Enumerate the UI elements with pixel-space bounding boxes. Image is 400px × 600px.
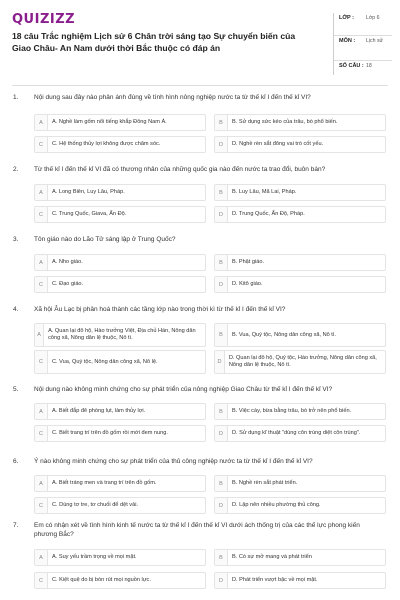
question-text: Xã hội Âu Lạc bị phân hoá thành các tầng lớp nào trong thời kì từ thế kỉ I đến thế kỉ VI? (34, 306, 286, 313)
worksheet-header (0, 0, 400, 78)
question-text: Tôn giáo nào do Lão Tử sáng lập ở Trung Quốc? (34, 236, 176, 243)
option-letter: B (215, 476, 228, 491)
option-letter: C (35, 137, 48, 152)
option-c[interactable] (34, 136, 206, 153)
option-a[interactable] (34, 114, 206, 131)
option-letter: B (215, 185, 228, 200)
option-text: B. Vua, Quý tộc, Nông dân công xã, Nô tì. (232, 331, 336, 338)
option-letter: B (215, 255, 228, 270)
option-letter: D (215, 573, 228, 588)
option-text: C. Đạo giáo. (52, 281, 84, 287)
option-text: D. Kitô giáo. (232, 281, 263, 287)
option-text: B. Việc cày, bừa bằng trâu, bò trở nên phổ biến. (232, 408, 352, 414)
question-number: 6. (13, 458, 19, 465)
option-d[interactable] (214, 276, 386, 293)
worksheet-title: 18 câu Trắc nghiệm Lịch sử 6 Chân trời sáng tạo Sự chuyển biến của Giao Châu- An Nam dưới thời Bắc thuộc có đáp án (12, 31, 296, 53)
option-b[interactable] (214, 403, 386, 420)
option-letter: C (35, 207, 48, 222)
question-text: Từ thế kỉ I đến thế kỉ VI đã có thương nhân của những quốc gia nào đến nước ta trao đổi, buôn bán? (34, 166, 326, 173)
option-b[interactable] (214, 254, 386, 271)
option-text: D. Lập nên nhiều phường thủ công. (232, 502, 321, 508)
option-text: C. Biết trang trí trên đồ gốm rồi mới đem nung. (52, 430, 168, 436)
option-d[interactable] (214, 425, 386, 442)
option-letter: B (215, 115, 228, 130)
option-text: C. Kiệt quệ do bị bòn rút mọi nguồn lực. (52, 577, 151, 583)
meta-count-label: SỐ CÂU : (339, 63, 364, 69)
question-number: 3. (13, 236, 19, 243)
option-b[interactable] (214, 549, 386, 566)
option-text: B. Luy Lâu, Mã Lai, Pháp. (232, 189, 297, 195)
option-letter: A (35, 185, 48, 200)
option-letter: A (35, 404, 48, 419)
option-letter: C (35, 573, 48, 588)
question-text: Ý nào không minh chứng cho sự phát triển của thủ công nghiệp nước ta từ thế kỉ I đến thế kỉ VI? (34, 458, 313, 465)
option-b[interactable] (214, 475, 386, 492)
meta-subject-label: MÔN : (339, 38, 356, 44)
meta-class-label: LỚP : (339, 15, 354, 21)
option-text: D. Trung Quốc, Ấn Độ, Pháp. (232, 211, 305, 217)
option-text: B. Phật giáo. (232, 259, 265, 265)
option-letter: D (215, 207, 228, 222)
option-letter: A (35, 476, 48, 491)
option-letter: D (215, 351, 225, 373)
option-d[interactable] (214, 572, 386, 589)
option-text: D. Nghề rèn sắt đông vai trò cốt yếu. (232, 141, 324, 147)
option-d[interactable] (214, 206, 386, 223)
meta-subject-value: Lịch sử (366, 38, 384, 44)
option-letter: A (35, 115, 48, 130)
option-letter: A (35, 550, 48, 565)
option-letter: B (215, 324, 228, 346)
option-a[interactable] (34, 549, 206, 566)
option-a[interactable] (34, 184, 206, 201)
quizizz-logo: QUIZIZZ (12, 12, 76, 27)
question-text: Nội dung sau đây nào phản ánh đúng về tình hình nông nghiệp nước ta từ thế kỉ I đến thế kỉ VI? (34, 94, 311, 101)
option-letter: A (35, 324, 44, 346)
option-letter: C (35, 426, 48, 441)
question-text: Em có nhận xét về tình hình kinh tế nước ta từ thế kỉ I đến thế kỉ VI dưới ách thống trị của các thế lực phong kiến phương Bắc? (34, 522, 360, 538)
question-number: 4. (13, 306, 19, 313)
option-c[interactable] (34, 425, 206, 442)
option-text: A. Nho giáo. (52, 259, 83, 265)
option-c[interactable] (34, 206, 206, 223)
meta-class-row (334, 13, 392, 36)
option-c[interactable] (34, 276, 206, 293)
option-text: C. Hệ thống thủy lợi không được chăm sóc. (52, 141, 161, 147)
meta-count-value: 18 (366, 63, 372, 69)
option-b[interactable] (214, 323, 386, 347)
option-d[interactable] (214, 497, 386, 514)
option-text: A. Nghề làm gốm nổi tiếng khắp Đông Nam Á. (52, 119, 167, 125)
question-number: 1. (13, 94, 19, 101)
option-c[interactable] (34, 572, 206, 589)
option-text: A. Suy yếu trầm trọng về mọi mặt. (52, 554, 137, 560)
meta-class-value: Lớp 6 (366, 15, 380, 21)
question-number: 7. (13, 522, 19, 529)
option-letter: D (215, 498, 228, 513)
question-text: Nội dung nào không minh chứng cho sự phát triển của nông nghiệp Giao Châu từ thế kỉ I đến thế kỉ VI? (34, 386, 333, 393)
option-a[interactable] (34, 254, 206, 271)
option-letter: D (215, 426, 228, 441)
option-letter: C (35, 351, 48, 373)
option-text: B. Nghề rèn sắt phát triển. (232, 480, 298, 486)
option-letter: D (215, 277, 228, 292)
question-number: 5. (13, 386, 19, 393)
option-letter: B (215, 404, 228, 419)
option-a[interactable] (34, 323, 206, 347)
meta-subject-row (334, 36, 392, 61)
option-c[interactable] (34, 350, 206, 374)
option-text: C. Dùng tơ tre, tơ chuối để dệt vải. (52, 502, 139, 508)
option-letter: A (35, 255, 48, 270)
option-text: D. Sử dụng kĩ thuật "dùng côn trùng diệt côn trùng". (232, 430, 361, 436)
option-a[interactable] (34, 403, 206, 420)
option-letter: C (35, 277, 48, 292)
option-a[interactable] (34, 475, 206, 492)
option-text: C. Trung Quốc, Giava, Ấn Độ. (52, 211, 127, 217)
option-letter: B (215, 550, 228, 565)
option-d[interactable] (214, 350, 386, 374)
option-text: B. Sử dụng sức kéo của trâu, bò phổ biến. (232, 119, 338, 125)
option-text: C. Vua, Quý tộc, Nông dân công xã, Nô lệ. (52, 358, 158, 365)
option-text: A. Biết tráng men và trang trí trên đồ gốm. (52, 480, 157, 486)
option-text: B. Có sự mở mang và phát triển (232, 554, 312, 560)
option-text: A. Quan lại đô hộ, Hào trưởng Việt, Địa chủ Hán, Nông dân công xã, Nông dân lệ thuộc, Nô tì. (48, 328, 196, 341)
meta-count-row (334, 61, 392, 75)
option-c[interactable] (34, 497, 206, 514)
question-number: 2. (13, 166, 19, 173)
option-text: A. Long Biên, Luy Lâu, Pháp. (52, 189, 125, 195)
option-text: D. Phát triển vượt bậc về mọi mặt. (232, 577, 318, 583)
option-text: A. Biết đắp đê phòng lụt, làm thủy lợi. (52, 408, 146, 414)
worksheet-meta (333, 13, 392, 75)
option-letter: D (215, 137, 228, 152)
option-b[interactable] (214, 184, 386, 201)
option-letter: C (35, 498, 48, 513)
header-divider (12, 85, 388, 86)
option-text: D. Quan lại đô hộ, Quý tộc, Hào trưởng, Nông dân công xã, Nông dân lệ thuộc, Nô tì. (228, 355, 377, 368)
option-d[interactable] (214, 136, 386, 153)
option-b[interactable] (214, 114, 386, 131)
